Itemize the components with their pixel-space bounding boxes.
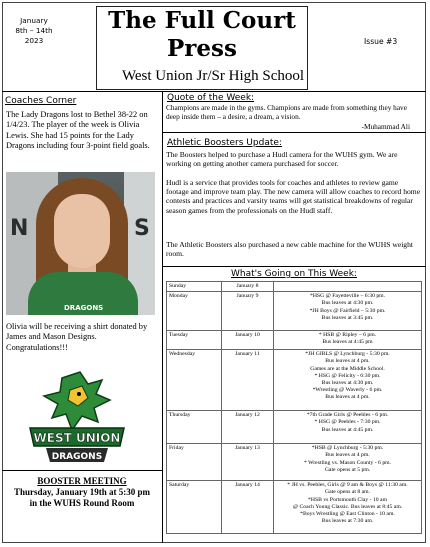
events-cell: * HSB @ Ripley – 6 pm. Bus leaves at 4:45 pm: [274, 331, 422, 350]
boosters-p1: The Boosters helped to purchase a Hudl camera for the WUHS gym. We are working on getting another camera purchased for soccer.: [166, 150, 398, 169]
quote-author: -Muhammad Ali: [361, 122, 410, 131]
photo-caption: Olivia will be receiving a shirt donated by James and Mason Designs. Congratulations!!!: [6, 322, 148, 352]
date-cell: January 12: [222, 411, 274, 444]
logo-line2: DRAGONS: [51, 452, 103, 462]
boosters-p2: Hudl is a service that provides tools for coaches and athletes to review game footage and improve team play. The new camera will allow coaches to record home contests and practices and varsity teams will get statistical breakdowns of regular season games from the professionals on the Hudl staff.: [166, 178, 421, 215]
issue-date: January 8th – 14th 2023: [15, 16, 53, 45]
date-cell: January 13: [222, 444, 274, 481]
schedule-heading: What's Going on This Week:: [231, 269, 357, 279]
date-cell: January 11: [222, 350, 274, 411]
schedule-table: [166, 281, 422, 534]
day-cell: Friday: [167, 444, 222, 481]
booster-meeting-title: BOOSTER MEETING: [37, 476, 127, 486]
events-cell: *7th Grade Girls @ Peebles - 6 pm. * HSG @ Peebles - 7:30 pm. Bus leaves at 4:45 pm.: [274, 411, 422, 444]
coaches-corner-heading: Coaches Corner: [5, 96, 77, 106]
newsletter-title: The Full Court: [108, 7, 296, 34]
table-row: [167, 331, 422, 350]
booster-meeting-date: Thursday, January 19th at 5:30 pm: [13, 487, 151, 497]
day-cell: Saturday: [167, 481, 222, 534]
table-row: [167, 481, 422, 534]
date-cell: January 10: [222, 331, 274, 350]
events-cell: *JH GIRLS @ Lynchburg - 5:30 pm. Bus leaves at 4 pm. Games are at the Middle School. * HSG @ Felicity - 6:30 pm. Bus leaves at 4:30 pm. *Wrestling @ Waverly - 6 pm. Bus leaves at 4 pm.: [274, 350, 422, 411]
jersey-text: DRAGONS: [64, 304, 104, 312]
events-cell: *HSB @ Lynchburg - 5:30 pm. Bus leaves at 4 pm. * Wrestling vs. Mason County - 6 pm. Gate opens at 5 pm.: [274, 444, 422, 481]
header-divider: [2, 91, 426, 92]
table-row: [167, 350, 422, 411]
day-cell: Tuesday: [167, 331, 222, 350]
table-row: [167, 292, 422, 331]
table-row: [167, 411, 422, 444]
events-cell: * JH vs. Peebles, Girls @ 9 am & Boys @ 11:30 am. Gate opens at 8 am. *HSB vs Portsmouth Clay - 10 am @ Coach Young Classic. Bus leaves at 8:45 am. *Boys Wrestling @ East Clinton - 10 am. Bus leaves at 7:30 am.: [274, 481, 422, 534]
day-cell: Sunday: [167, 282, 222, 292]
table-row: [167, 444, 422, 481]
dragon-logo-icon: [22, 370, 132, 470]
quote-text: Champions are made in the gyms. Champions are made from something they have deep inside them – a desire, a dream, a vision.: [166, 103, 407, 121]
day-cell: Wednesday: [167, 350, 222, 411]
boosters-heading: Athletic Boosters Update:: [167, 138, 282, 148]
date-cell: January 14: [222, 481, 274, 534]
booster-meeting: [6, 476, 158, 509]
boosters-divider: [163, 266, 426, 267]
table-row: [167, 282, 422, 292]
logo-line1: WEST UNION: [33, 431, 121, 445]
boosters-p3: The Athletic Boosters also purchased a new cable machine for the WUHS weight room.: [166, 240, 414, 259]
issue-number: Issue #3: [364, 37, 398, 46]
date-cell: January 8: [222, 282, 274, 292]
day-cell: Thursday: [167, 411, 222, 444]
school-name: West Union Jr/Sr High School: [121, 68, 305, 84]
quote-heading: Quote of the Week:: [167, 93, 255, 103]
player-photo: N S DRAGONS: [6, 172, 155, 315]
booster-meeting-location: in the WUHS Round Room: [29, 498, 135, 508]
newsletter-title-line2: Press: [167, 35, 237, 62]
events-cell: *HSG @ Fayetteville – 6:30 pm. Bus leaves at 4:30 pm. *JH Boys @ Fairfield – 5:30 pm. Bus leaves at 3:45 pm.: [274, 292, 422, 331]
logo-divider: [2, 470, 162, 471]
coaches-corner-body: The Lady Dragons lost to Bethel 38-22 on 1/4/23. The player of the week is Olivia Lewis. She had 15 points for the Lady Dragons including four 3-point field goals.: [6, 110, 150, 150]
day-cell: Monday: [167, 292, 222, 331]
column-divider: [162, 91, 163, 543]
events-cell: [274, 282, 422, 292]
date-cell: January 9: [222, 292, 274, 331]
